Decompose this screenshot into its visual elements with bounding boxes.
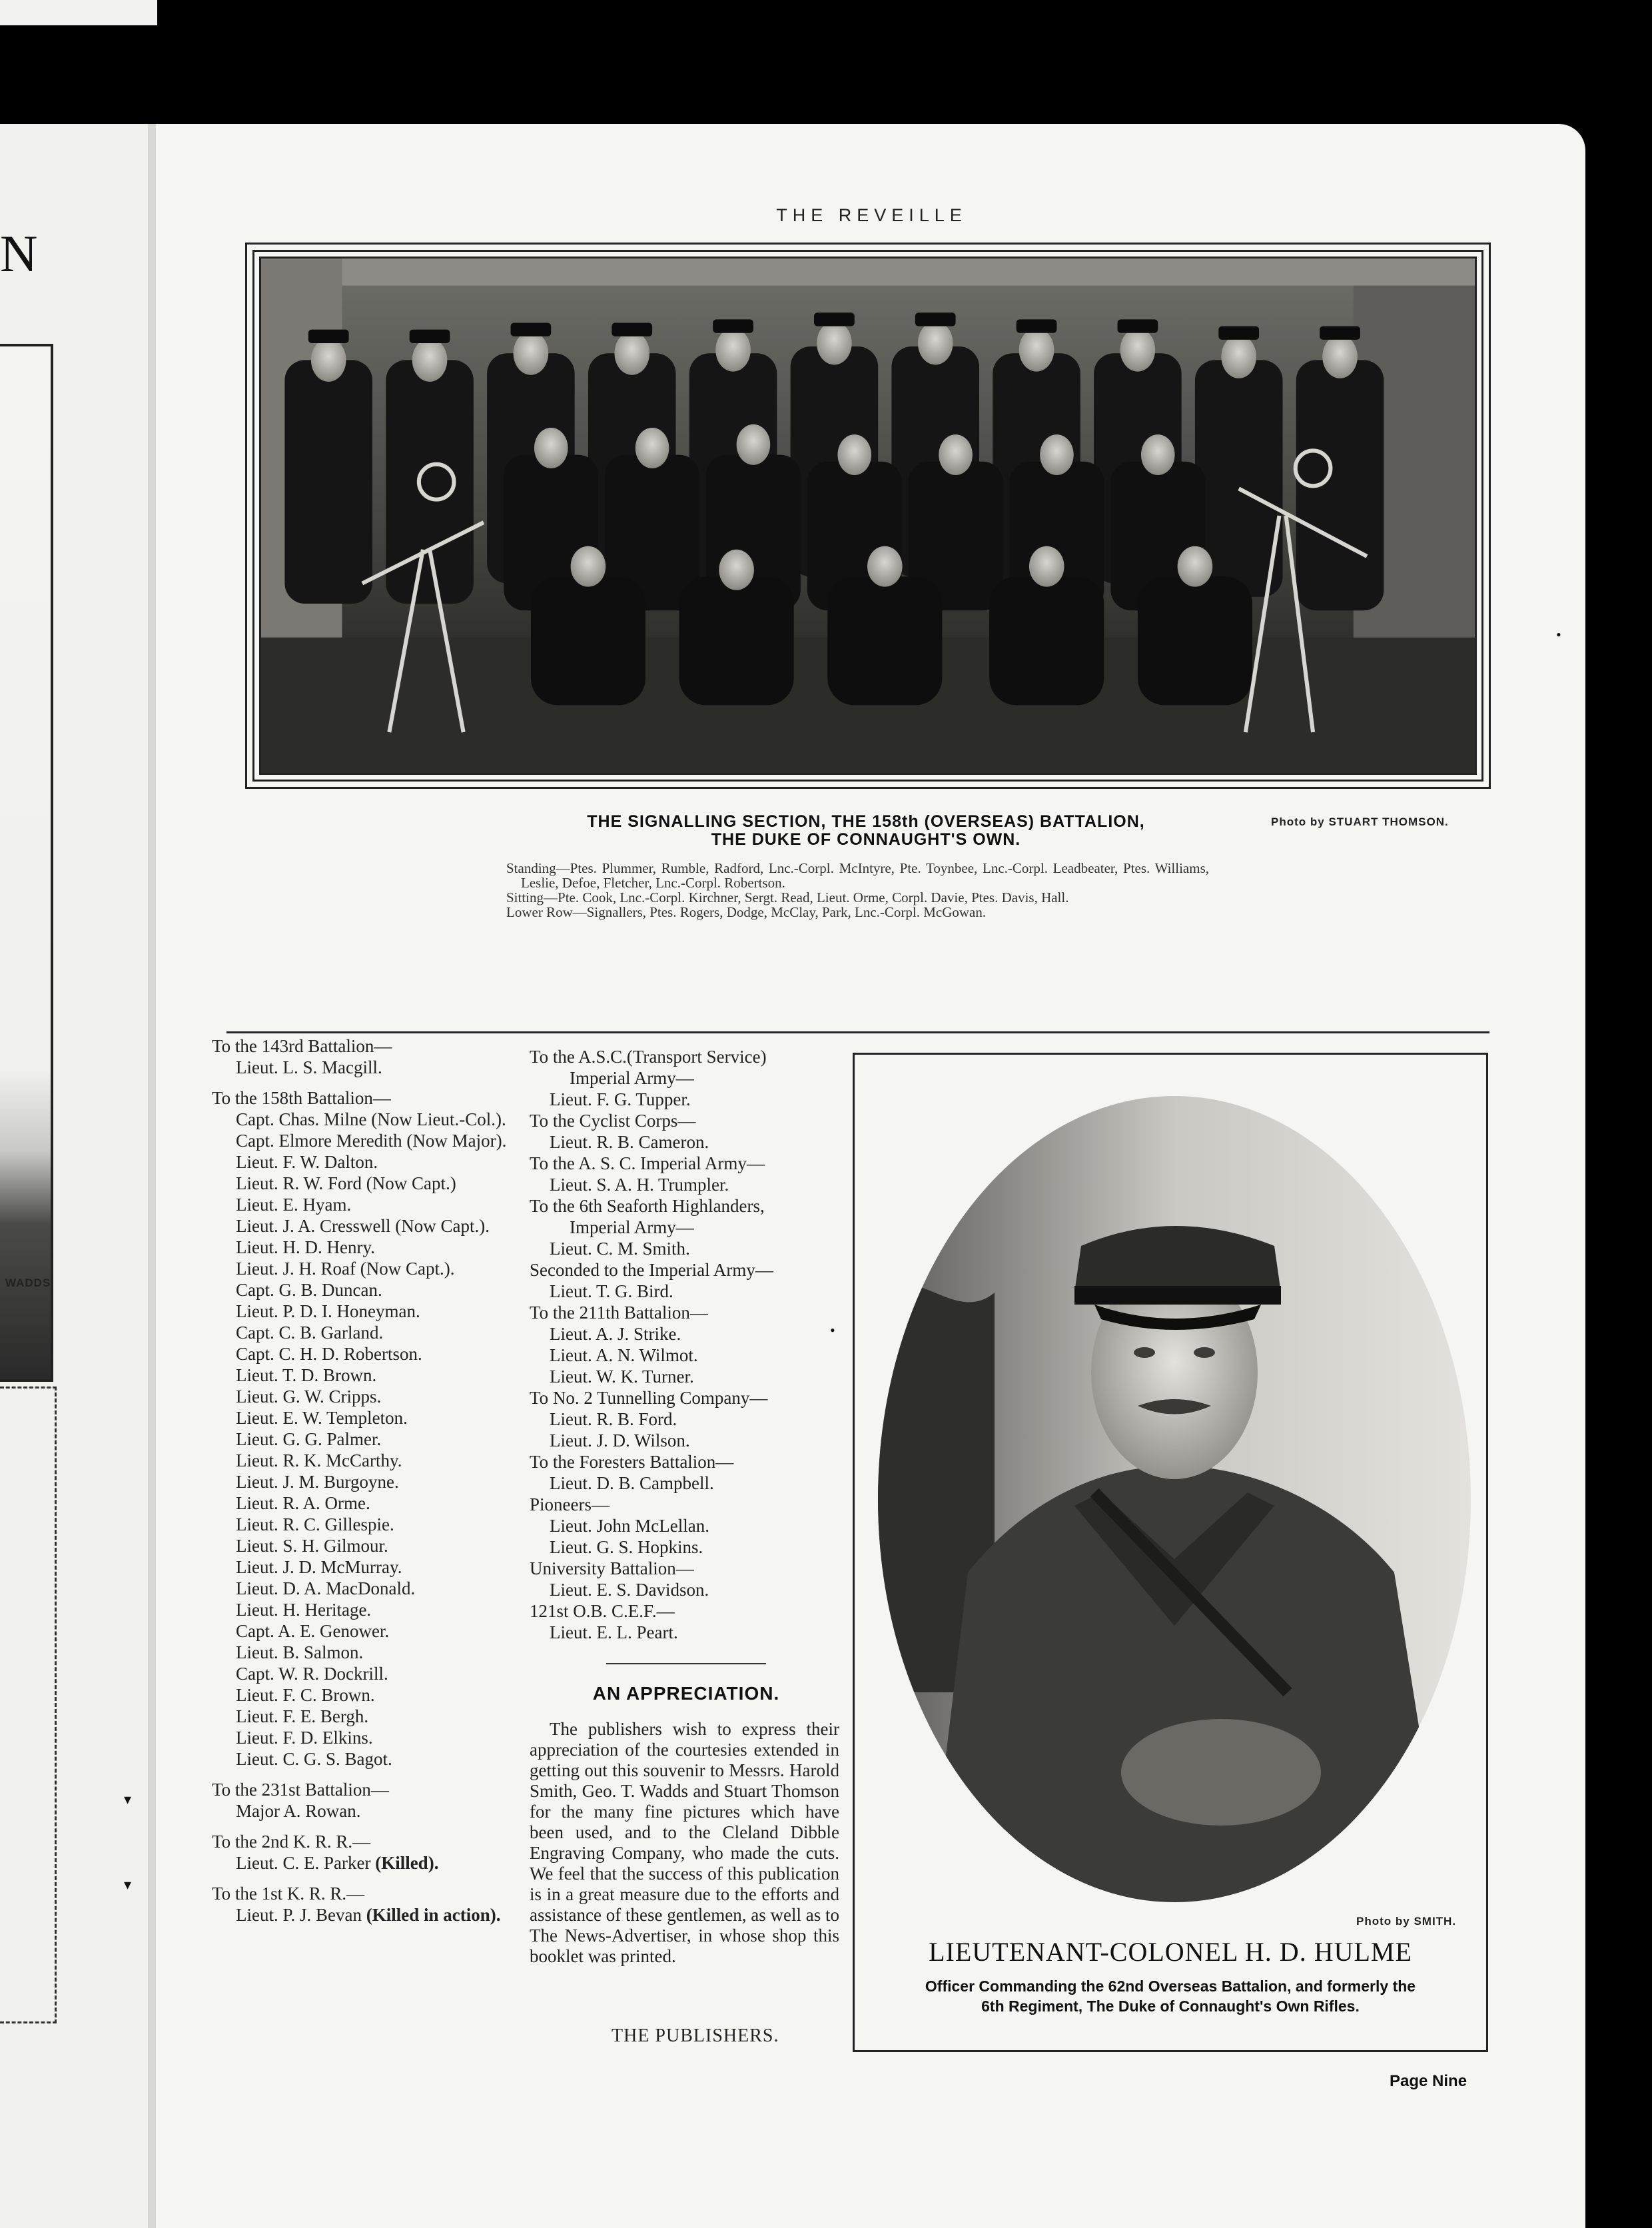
officer-name: Lieut. W. K. Turner. xyxy=(550,1367,694,1387)
officer-name: Lieut. John McLellan. xyxy=(550,1516,709,1536)
officer-name: Capt. W. R. Dockrill. xyxy=(236,1664,388,1684)
officer-name: Capt. Chas. Milne (Now Lieut.-Col.). xyxy=(236,1109,506,1129)
assignment-group xyxy=(530,1153,843,1195)
assignment-group xyxy=(530,1302,843,1387)
officer-name: Lieut. C. M. Smith. xyxy=(550,1239,690,1259)
officer-name: Lieut. G. W. Cripps. xyxy=(236,1387,382,1406)
officer-name-text: Lieut. P. J. Bevan xyxy=(236,1905,362,1925)
officer-name: Capt. G. B. Duncan. xyxy=(236,1280,382,1300)
group-heading: 121st O.B. C.E.F.— xyxy=(530,1601,675,1621)
group-heading: To the 211th Battalion— xyxy=(530,1303,708,1323)
assignment-group xyxy=(530,1195,843,1259)
group-heading: To the A.S.C.(Transport Service) xyxy=(530,1047,767,1067)
casualty-note: (Killed). xyxy=(375,1853,439,1873)
officer-name xyxy=(212,1852,525,1874)
group-photo-names xyxy=(506,861,1209,919)
officer-name: Lieut. C. G. S. Bagot. xyxy=(236,1749,392,1769)
portrait-photo-credit: Photo by SMITH. xyxy=(1356,1915,1457,1928)
section-divider xyxy=(226,1031,1489,1033)
assignment-group xyxy=(530,1259,843,1302)
portrait-subtitle-line-2: 6th Regiment, The Duke of Connaught's Own Rifles. xyxy=(981,1997,1360,2015)
officer-name: Lieut. E. L. Peart. xyxy=(550,1622,678,1642)
appreciation-body: The publishers wish to express their appreciation of the courtesies extended in getting out this souvenir to Messrs. Harold Smith, Geo. T. Wadds and Stuart Thomson for the many fine pictures which have been used, and to the Cleland Dibble Engraving Company, who made the cuts. We feel that the success of this publication is in a great measure due to the efforts and assistance of these gentlemen, as well as to The News-Advertiser, in whose shop this booklet was printed. xyxy=(530,1719,839,1966)
group-heading-continued: Imperial Army— xyxy=(570,1217,694,1237)
scan-edge-strip xyxy=(0,0,157,25)
left-page-dashed-box xyxy=(0,1387,57,2023)
officer-name: Lieut. R. B. Ford. xyxy=(550,1409,677,1429)
names-standing: Standing—Ptes. Plummer, Rumble, Radford, Lnc.-Corpl. McIntyre, Pte. Toynbee, Lnc.-Corpl. Leadbeater, Ptes. Williams, Leslie, Defoe, Fletcher, Lnc.-Corpl. Robertson. xyxy=(506,860,1209,891)
group-heading: To the 143rd Battalion— xyxy=(212,1036,392,1056)
officer-name: Lieut. G. G. Palmer. xyxy=(236,1429,382,1449)
portrait-subtitle xyxy=(866,1976,1475,2016)
assignment-group xyxy=(530,1494,843,1558)
scan-speck: ▾ xyxy=(124,1876,132,1893)
assignment-group xyxy=(530,1558,843,1600)
officer-name: Lieut. R. A. Orme. xyxy=(236,1493,370,1513)
officer-name: Lieut. J. D. McMurray. xyxy=(236,1557,402,1577)
officer-name: Lieut. R. K. McCarthy. xyxy=(236,1450,402,1470)
officer-name: Lieut. H. D. Henry. xyxy=(236,1237,375,1257)
group-caption-line-2: THE DUKE OF CONNAUGHT'S OWN. xyxy=(711,830,1021,849)
group-caption-line-1: THE SIGNALLING SECTION, THE 158th (OVERSEAS) BATTALION, xyxy=(587,812,1145,831)
officer-name: Lieut. F. D. Elkins. xyxy=(236,1728,373,1748)
officer-name: Lieut. T. D. Brown. xyxy=(236,1365,377,1385)
officer-name: Lieut. F. C. Brown. xyxy=(236,1685,375,1705)
left-facing-page xyxy=(0,124,156,2228)
appreciation-rule xyxy=(606,1663,766,1664)
officer-name: Lieut. T. G. Bird. xyxy=(550,1281,673,1301)
officer-list-column-1 xyxy=(212,1035,525,1935)
officer-list-column-2 xyxy=(530,1046,843,1643)
group-heading: To the 158th Battalion— xyxy=(212,1088,391,1108)
officer-name: Lieut. A. J. Strike. xyxy=(550,1324,681,1344)
group-heading: To the 2nd K. R. R.— xyxy=(212,1832,371,1852)
officer-name: Capt. C. H. D. Robertson. xyxy=(236,1344,422,1364)
officer-name: Lieut. E. W. Templeton. xyxy=(236,1408,408,1428)
assignment-group xyxy=(530,1387,843,1451)
names-lower-row: Lower Row—Signallers, Ptes. Rogers, Dodge, McClay, Park, Lnc.-Corpl. McGowan. xyxy=(506,904,987,920)
assignment-group xyxy=(530,1110,843,1153)
officer-name: Lieut. G. S. Hopkins. xyxy=(550,1537,703,1557)
officer-name: Lieut. F. G. Tupper. xyxy=(550,1089,691,1109)
group-heading-continued: Imperial Army— xyxy=(570,1068,694,1088)
assignment-group xyxy=(530,1600,843,1643)
page-number: Page Nine xyxy=(1390,2072,1467,2090)
left-page-photo-credit: WADDS. xyxy=(5,1277,55,1289)
officer-name xyxy=(212,1904,525,1926)
officer-name: Lieut. R. W. Ford (Now Capt.) xyxy=(236,1173,456,1193)
group-heading: To the 6th Seaforth Highlanders, xyxy=(530,1196,765,1216)
group-photo-caption xyxy=(466,813,1266,849)
officer-name: Lieut. A. N. Wilmot. xyxy=(550,1345,698,1365)
names-sitting: Sitting—Pte. Cook, Lnc.-Corpl. Kirchner, Sergt. Read, Lieut. Orme, Corpl. Davie, Ptes. Davis, Hall. xyxy=(506,889,1069,905)
scan-speck: • xyxy=(830,1322,835,1339)
officer-name: Lieut. J. A. Cresswell (Now Capt.). xyxy=(236,1216,490,1236)
left-page-photo-fragment xyxy=(0,344,53,1382)
officer-name: Lieut. J. M. Burgoyne. xyxy=(236,1472,399,1492)
officer-name: Lieut. F. W. Dalton. xyxy=(236,1152,378,1172)
officer-name: Lieut. B. Salmon. xyxy=(236,1642,364,1662)
officer-name: Lieut. J. H. Roaf (Now Capt.). xyxy=(236,1259,455,1279)
officer-name: Lieut. F. E. Bergh. xyxy=(236,1706,369,1726)
group-heading: To the A. S. C. Imperial Army— xyxy=(530,1153,765,1173)
officer-name: Lieut. R. B. Cameron. xyxy=(550,1132,709,1152)
group-heading: To No. 2 Tunnelling Company— xyxy=(530,1388,768,1408)
group-photo-frame xyxy=(245,243,1491,789)
officer-name-text: Lieut. C. E. Parker xyxy=(236,1853,371,1873)
portrait-subtitle-line-1: Officer Commanding the 62nd Overseas Battalion, and formerly the xyxy=(925,1977,1416,1995)
assignment-group xyxy=(530,1451,843,1494)
officer-name: Capt. C. B. Garland. xyxy=(236,1323,384,1343)
officer-name: Lieut. R. C. Gillespie. xyxy=(236,1514,394,1534)
left-page-heading-fragment: N xyxy=(0,225,38,282)
portrait-title: LIEUTENANT-COLONEL H. D. HULME xyxy=(929,1937,1412,1967)
officer-name: Lieut. D. A. MacDonald. xyxy=(236,1578,416,1598)
officer-name: Lieut. E. S. Davidson. xyxy=(550,1580,709,1600)
officer-name: Major A. Rowan. xyxy=(236,1801,361,1821)
group-heading: To the Cyclist Corps— xyxy=(530,1111,696,1131)
running-title: THE REVEILLE xyxy=(776,205,967,225)
scan-speck: ▾ xyxy=(124,1791,132,1808)
casualty-note: (Killed in action). xyxy=(366,1905,501,1925)
group-heading: Seconded to the Imperial Army— xyxy=(530,1260,773,1280)
officer-name: Lieut. S. H. Gilmour. xyxy=(236,1536,388,1556)
scan-speck: • xyxy=(1556,626,1561,643)
assignment-group xyxy=(530,1046,843,1110)
appreciation-signature: THE PUBLISHERS. xyxy=(612,2025,779,2046)
officer-name: Lieut. P. D. I. Honeyman. xyxy=(236,1301,420,1321)
appreciation-title: AN APPRECIATION. xyxy=(592,1683,780,1704)
officer-name: Lieut. L. S. Macgill. xyxy=(236,1057,382,1077)
officer-name: Lieut. S. A. H. Trumpler. xyxy=(550,1175,729,1195)
officer-name: Lieut. H. Heritage. xyxy=(236,1600,372,1620)
signalling-section-group-photo xyxy=(261,259,1475,773)
group-heading: To the 231st Battalion— xyxy=(212,1780,389,1800)
officer-name: Capt. A. E. Genower. xyxy=(236,1621,390,1641)
group-photo-credit: Photo by STUART THOMSON. xyxy=(1271,816,1449,828)
group-heading: University Battalion— xyxy=(530,1558,694,1578)
group-heading: To the Foresters Battalion— xyxy=(530,1452,734,1472)
officer-name: Lieut. D. B. Campbell. xyxy=(550,1473,714,1493)
officer-name: Lieut. E. Hyam. xyxy=(236,1195,352,1215)
hulme-portrait-photo xyxy=(875,1093,1474,1906)
officer-name: Capt. Elmore Meredith (Now Major). xyxy=(236,1131,507,1151)
officer-name: Lieut. J. D. Wilson. xyxy=(550,1430,690,1450)
group-heading: Pioneers— xyxy=(530,1494,610,1514)
officer-list-158 xyxy=(212,1109,525,1770)
group-heading: To the 1st K. R. R.— xyxy=(212,1884,365,1904)
